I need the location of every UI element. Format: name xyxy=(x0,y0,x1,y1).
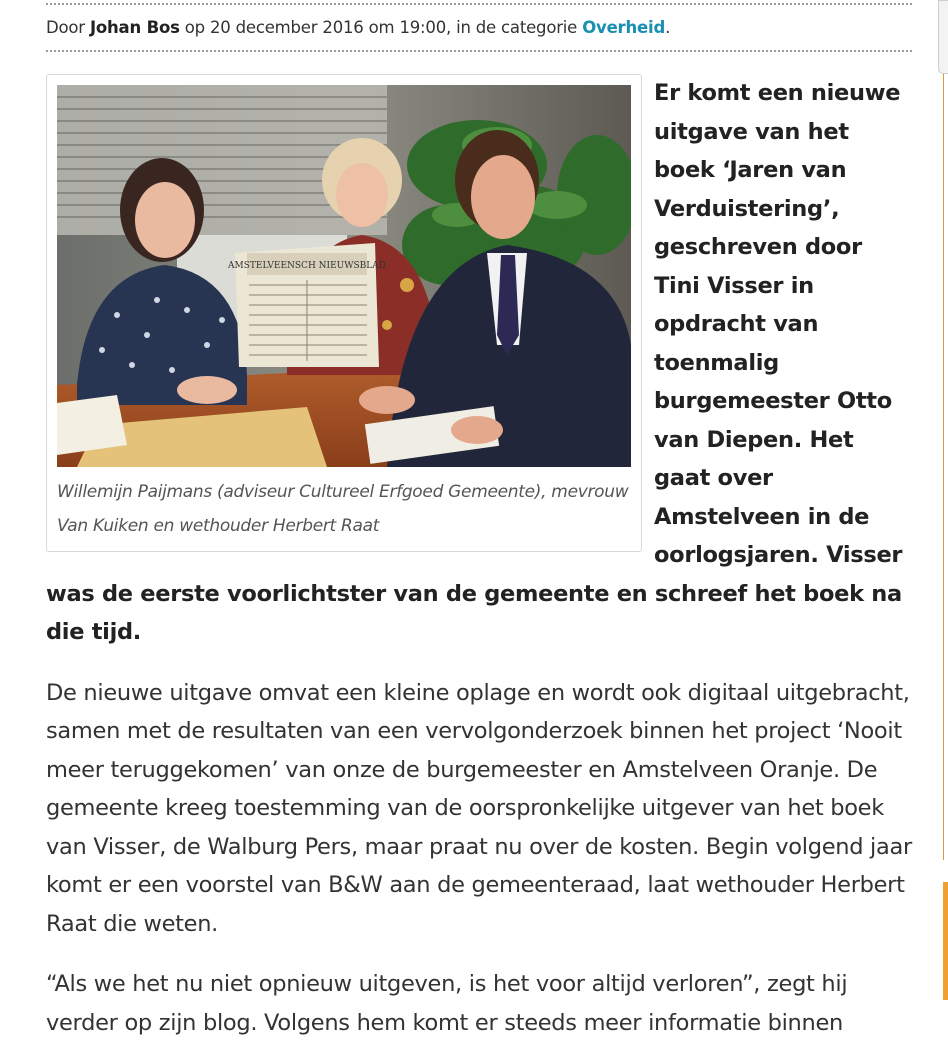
sidebar-edge xyxy=(943,0,948,860)
sidebar-accent-bar xyxy=(943,882,948,1000)
sidebar-tab[interactable] xyxy=(938,0,948,74)
article-photo xyxy=(57,85,631,467)
byline-suffix: . xyxy=(665,18,671,37)
article-paragraph-2: “Als we het nu niet opnieuw uitgeven, is het voor altijd verloren”, zegt hij verder op zijn blog. Volgens hem komt er steeds meer informatie binnen xyxy=(46,971,848,1036)
byline-middle: op 20 december 2016 om 19:00, in de categorie xyxy=(179,18,583,37)
author-name: Johan Bos xyxy=(89,18,180,37)
article-lead: Er komt een nieuwe uitgave van het boek ‘Jaren van Verduistering’, geschreven door Tini Visser in opdracht van toenmalig burgemeester Otto van Diepen. Het gaat over Amstelveen in de oorlogsjaren. Visser was de eerste voorlichtster van de gemeente en schreef het boek na die tijd. xyxy=(46,80,903,645)
byline-prefix: Door xyxy=(46,18,90,37)
newspaper-heading: AMSTELVEENSCH NIEUWSBLAD xyxy=(228,261,386,271)
figure-caption: Willemijn Paijmans (adviseur Cultureel Erfgoed Gemeente), mevrouw Van Kuiken en wethouder Herbert Raat xyxy=(57,482,629,536)
article-paragraph-1: De nieuwe uitgave omvat een kleine oplage en wordt ook digitaal uitgebracht, samen met de resultaten van een vervolgonderzoek binnen het project ‘Nooit meer teruggekomen’ van onze de burgemeester en Amstelveen Oranje. De gemeente kreeg toestemming van de oorspronkelijke uitgever van het boek van Visser, de Walburg Pers, maar praat nu over de kosten. Begin volgend jaar komt er een voorstel van B&W aan de gemeenteraad, laat wethouder Herbert Raat die weten. xyxy=(46,679,912,937)
byline-divider xyxy=(46,50,912,52)
article-figure xyxy=(46,74,642,552)
category-link[interactable]: Overheid xyxy=(582,18,666,37)
article-body xyxy=(46,74,912,1042)
article-byline xyxy=(46,18,670,37)
top-divider xyxy=(46,3,912,5)
photo-illustration xyxy=(57,85,631,467)
